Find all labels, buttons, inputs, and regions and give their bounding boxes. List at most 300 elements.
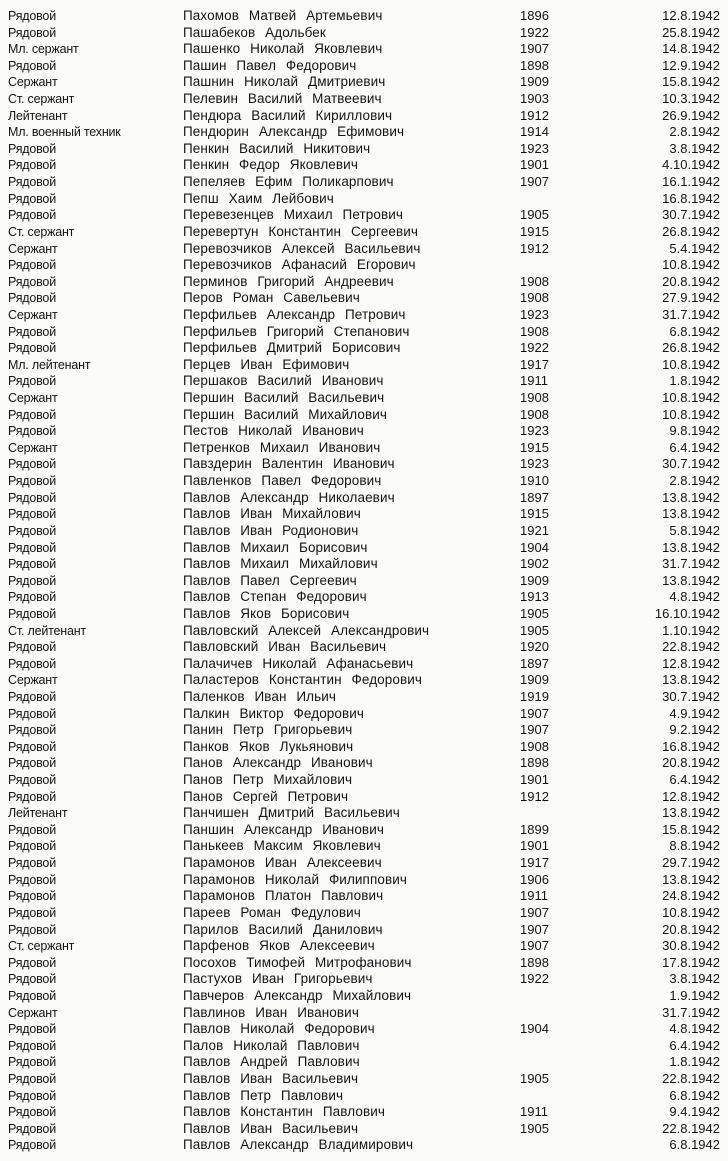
birth-year: 1921 xyxy=(520,522,549,538)
list-item xyxy=(0,456,728,473)
person-name: Павленков Павел Федорович xyxy=(183,473,382,489)
date-text: 26.8.1942 xyxy=(662,340,720,356)
birth-year: 1923 xyxy=(520,423,549,439)
list-item xyxy=(0,706,728,723)
birth-year: 1902 xyxy=(520,556,549,572)
date-text: 9.8.1942 xyxy=(669,423,720,439)
rank-text: Рядовой xyxy=(8,955,56,970)
birth-year: 1914 xyxy=(520,124,549,140)
list-item xyxy=(0,955,728,972)
date-text: 15.8.1942 xyxy=(662,821,720,837)
person-name: Першаков Василий Иванович xyxy=(183,373,384,389)
person-name: Пенкин Василий Никитович xyxy=(183,140,371,156)
birth-year: 1908 xyxy=(520,290,549,306)
rank-text: Рядовой xyxy=(8,490,56,505)
date-text: 8.8.1942 xyxy=(669,838,720,854)
date-text: 9.4.1942 xyxy=(669,1104,720,1120)
list-item xyxy=(0,855,728,872)
person-name: Перевезенцев Михаил Петрович xyxy=(183,207,404,223)
date-text: 30.7.1942 xyxy=(662,688,720,704)
rank-text: Рядовой xyxy=(8,424,56,439)
rank-text: Мл. лейтенант xyxy=(8,357,91,372)
date-text: 5.4.1942 xyxy=(669,240,720,256)
date-text: 10.8.1942 xyxy=(662,356,720,372)
date-text: 6.8.1942 xyxy=(669,323,720,339)
birth-year: 1897 xyxy=(520,489,549,505)
rank-text: Рядовой xyxy=(8,258,56,273)
rank-text: Рядовой xyxy=(8,407,56,422)
date-text: 16.8.1942 xyxy=(662,738,720,754)
person-name: Парамонов Платон Павлович xyxy=(183,888,384,904)
birth-year: 1920 xyxy=(520,639,549,655)
date-text: 1.9.1942 xyxy=(669,987,720,1003)
date-text: 5.8.1942 xyxy=(669,522,720,538)
list-item xyxy=(0,174,728,191)
list-item xyxy=(0,606,728,623)
person-name: Панов Александр Иванович xyxy=(183,755,373,771)
birth-year: 1909 xyxy=(520,74,549,90)
rank-text: Рядовой xyxy=(8,1055,56,1070)
date-text: 17.8.1942 xyxy=(662,954,720,970)
birth-year: 1899 xyxy=(520,821,549,837)
birth-year: 1908 xyxy=(520,323,549,339)
list-item xyxy=(0,573,728,590)
rank-text: Рядовой xyxy=(8,689,56,704)
date-text: 13.8.1942 xyxy=(662,805,720,821)
date-text: 22.8.1942 xyxy=(662,639,720,655)
rank-text: Рядовой xyxy=(8,9,56,23)
date-text: 22.8.1942 xyxy=(662,1071,720,1086)
rank-text: Рядовой xyxy=(8,1072,56,1086)
list-item xyxy=(0,440,728,457)
rank-text: Сержант xyxy=(8,1005,58,1020)
date-text: 2.8.1942 xyxy=(669,124,720,140)
person-name: Павлинов Иван Иванович xyxy=(183,1004,359,1020)
person-name: Панчишен Дмитрий Васильевич xyxy=(183,805,400,821)
rank-text: Рядовой xyxy=(8,58,56,73)
list-item xyxy=(0,822,728,839)
birth-year: 1911 xyxy=(520,1104,548,1120)
list-item xyxy=(0,1104,728,1121)
person-name: Павлов Андрей Павлович xyxy=(183,1054,360,1070)
birth-year: 1904 xyxy=(520,1021,549,1037)
list-item xyxy=(0,789,728,806)
date-text: 29.7.1942 xyxy=(662,855,720,871)
person-name: Павчеров Александр Михайлович xyxy=(183,987,412,1003)
list-item xyxy=(0,938,728,955)
list-item xyxy=(0,490,728,507)
rank-text: Сержант xyxy=(8,307,58,322)
date-text: 6.8.1942 xyxy=(669,1087,720,1103)
date-text: 16.8.1942 xyxy=(662,190,720,206)
birth-year: 1922 xyxy=(520,340,549,356)
date-text: 13.8.1942 xyxy=(662,672,720,688)
person-name: Пашнин Николай Дмитриевич xyxy=(183,74,386,90)
list-item xyxy=(0,540,728,557)
list-item xyxy=(0,772,728,789)
rank-text: Рядовой xyxy=(8,723,56,738)
person-name: Перфильев Дмитрий Борисович xyxy=(183,340,401,356)
list-item xyxy=(0,1054,728,1071)
date-text: 10.8.1942 xyxy=(662,390,720,406)
list-item xyxy=(0,340,728,357)
person-name: Перевертун Константин Сергеевич xyxy=(183,223,419,239)
birth-year: 1919 xyxy=(520,688,549,704)
date-text: 27.9.1942 xyxy=(662,290,720,306)
person-name: Павлов Иван Васильевич xyxy=(183,1071,359,1086)
rank-text: Рядовой xyxy=(8,739,56,754)
rank-text: Сержант xyxy=(8,391,58,406)
person-name: Павлов Александр Владимирович xyxy=(183,1137,414,1153)
rank-text: Рядовой xyxy=(8,872,56,887)
list-item xyxy=(0,58,728,75)
person-name: Павловский Алексей Александрович xyxy=(183,622,430,638)
birth-year: 1907 xyxy=(520,921,549,937)
rank-text: Рядовой xyxy=(8,606,56,621)
person-name: Пендюрин Александр Ефимович xyxy=(183,124,405,140)
birth-year: 1909 xyxy=(520,572,549,588)
person-name: Палов Николай Павлович xyxy=(183,1037,360,1053)
birth-year: 1896 xyxy=(520,8,549,23)
birth-year: 1915 xyxy=(520,439,549,455)
date-text: 10.8.1942 xyxy=(662,406,720,422)
date-text: 9.2.1942 xyxy=(669,722,720,738)
date-text: 4.8.1942 xyxy=(669,589,720,605)
person-name: Панков Яков Лукьянович xyxy=(183,738,354,754)
list-item xyxy=(0,1121,728,1138)
birth-year: 1915 xyxy=(520,223,549,239)
list-item xyxy=(0,1137,728,1154)
birth-year: 1907 xyxy=(520,41,549,57)
rank-text: Сержант xyxy=(8,75,58,90)
birth-year: 1912 xyxy=(520,240,549,256)
date-text: 20.8.1942 xyxy=(662,755,720,771)
date-text: 6.4.1942 xyxy=(669,1037,720,1053)
date-text: 31.7.1942 xyxy=(662,306,720,322)
list-item xyxy=(0,357,728,374)
rank-text: Ст. сержант xyxy=(8,939,75,954)
person-name: Перфильев Александр Петрович xyxy=(183,306,406,322)
birth-year: 1923 xyxy=(520,456,549,472)
date-text: 6.4.1942 xyxy=(669,772,720,788)
rank-text: Рядовой xyxy=(8,889,56,904)
rank-text: Лейтенант xyxy=(8,806,68,821)
list-item xyxy=(0,905,728,922)
date-text: 13.8.1942 xyxy=(662,489,720,505)
date-text: 12.9.1942 xyxy=(662,57,720,73)
date-text: 16.1.1942 xyxy=(662,174,720,190)
person-name: Першин Василий Михайлович xyxy=(183,406,388,422)
rank-text: Рядовой xyxy=(8,457,56,472)
list-item xyxy=(0,722,728,739)
date-text: 20.8.1942 xyxy=(662,273,720,289)
date-text: 30.7.1942 xyxy=(662,456,720,472)
rank-text: Рядовой xyxy=(8,341,56,356)
rank-text: Рядовой xyxy=(8,590,56,605)
person-name: Павлов Иван Васильевич xyxy=(183,1120,359,1136)
birth-year: 1907 xyxy=(520,705,549,721)
birth-year: 1898 xyxy=(520,755,549,771)
list-item xyxy=(0,224,728,241)
person-name: Паленков Иван Ильич xyxy=(183,688,337,704)
list-item xyxy=(0,407,728,424)
date-text: 6.8.1942 xyxy=(669,1137,720,1153)
rank-text: Ст. лейтенант xyxy=(8,623,86,638)
list-item xyxy=(0,805,728,822)
person-name: Панов Петр Михайлович xyxy=(183,772,353,788)
list-item xyxy=(0,971,728,988)
list-item xyxy=(0,124,728,141)
date-text: 1.8.1942 xyxy=(669,1054,720,1070)
birth-year: 1909 xyxy=(520,672,549,688)
birth-year: 1905 xyxy=(520,622,549,638)
birth-year: 1903 xyxy=(520,91,549,107)
rank-text: Рядовой xyxy=(8,706,56,721)
rank-text: Рядовой xyxy=(8,1105,56,1120)
list-item xyxy=(0,307,728,324)
list-item xyxy=(0,523,728,540)
date-text: 6.4.1942 xyxy=(669,439,720,455)
date-text: 31.7.1942 xyxy=(662,1004,720,1020)
date-text: 26.8.1942 xyxy=(662,223,720,239)
rank-text: Рядовой xyxy=(8,773,56,788)
list-item xyxy=(0,1038,728,1055)
date-text: 26.9.1942 xyxy=(662,107,720,123)
rank-text: Рядовой xyxy=(8,175,56,190)
birth-year: 1913 xyxy=(520,589,549,605)
list-item xyxy=(0,74,728,91)
birth-year: 1923 xyxy=(520,140,549,156)
date-text: 10.3.1942 xyxy=(662,91,720,107)
person-name: Палкин Виктор Федорович xyxy=(183,705,365,721)
birth-year: 1905 xyxy=(520,605,549,621)
person-name: Парамонов Иван Алексеевич xyxy=(183,855,382,871)
person-name: Панин Петр Григорьевич xyxy=(183,722,353,738)
list-item xyxy=(0,8,728,25)
date-text: 24.8.1942 xyxy=(662,888,720,904)
person-name: Панов Сергей Петрович xyxy=(183,788,349,804)
birth-year: 1923 xyxy=(520,306,549,322)
rank-text: Рядовой xyxy=(8,1121,56,1136)
list-item xyxy=(0,157,728,174)
rank-text: Рядовой xyxy=(8,191,56,206)
birth-year: 1897 xyxy=(520,655,549,671)
list-item xyxy=(0,390,728,407)
birth-year: 1912 xyxy=(520,788,549,804)
list-item xyxy=(0,473,728,490)
list-item xyxy=(0,672,728,689)
rank-text: Рядовой xyxy=(8,507,56,522)
date-text: 3.8.1942 xyxy=(669,971,720,987)
list-item xyxy=(0,25,728,42)
rank-text: Рядовой xyxy=(8,158,56,173)
list-item xyxy=(0,872,728,889)
date-text: 20.8.1942 xyxy=(662,921,720,937)
date-text: 3.8.1942 xyxy=(669,140,720,156)
list-item xyxy=(0,191,728,208)
birth-year: 1907 xyxy=(520,174,549,190)
list-item xyxy=(0,108,728,125)
person-name: Павлов Михаил Михайлович xyxy=(183,556,378,572)
person-name: Павлов Петр Павлович xyxy=(183,1087,344,1103)
rank-text: Рядовой xyxy=(8,1038,56,1053)
person-name: Павлов Иван Родионович xyxy=(183,522,359,538)
date-text: 13.8.1942 xyxy=(662,871,720,887)
person-name: Паластеров Константин Федорович xyxy=(183,672,423,688)
person-name: Перевозчиков Алексей Васильевич xyxy=(183,240,421,256)
person-name: Перов Роман Савельевич xyxy=(183,290,360,306)
rank-text: Рядовой xyxy=(8,988,56,1003)
birth-year: 1912 xyxy=(520,107,549,123)
rank-text: Рядовой xyxy=(8,756,56,771)
person-name: Павлов Яков Борисович xyxy=(183,605,350,621)
rank-text: Рядовой xyxy=(8,822,56,837)
date-text: 10.8.1942 xyxy=(662,904,720,920)
birth-year: 1905 xyxy=(520,1120,549,1136)
birth-year: 1922 xyxy=(520,971,549,987)
person-name: Парилов Василий Данилович xyxy=(183,921,383,937)
date-text: 1.10.1942 xyxy=(662,622,720,638)
list-item xyxy=(0,988,728,1005)
person-name: Перминов Григорий Андреевич xyxy=(183,273,394,289)
person-name: Пепш Хаим Лейбович xyxy=(183,190,334,206)
rank-text: Рядовой xyxy=(8,274,56,289)
date-text: 12.8.1942 xyxy=(662,788,720,804)
list-item xyxy=(0,739,728,756)
rank-text: Рядовой xyxy=(8,474,56,489)
birth-year: 1901 xyxy=(520,772,549,788)
rank-text: Мл. военный техник xyxy=(8,125,121,140)
list-item xyxy=(0,324,728,341)
list-item xyxy=(0,423,728,440)
birth-year: 1901 xyxy=(520,838,549,854)
person-name: Павлов Иван Михайлович xyxy=(183,506,361,522)
list-item xyxy=(0,91,728,108)
birth-year: 1908 xyxy=(520,273,549,289)
rank-text: Ст. сержант xyxy=(8,224,75,239)
person-name: Павздерин Валентин Иванович xyxy=(183,456,395,472)
list-item xyxy=(0,290,728,307)
list-item xyxy=(0,373,728,390)
rank-text: Рядовой xyxy=(8,324,56,339)
person-name: Пендюра Василий Кириллович xyxy=(183,107,393,123)
person-name: Пареев Роман Федулович xyxy=(183,904,361,920)
birth-year: 1907 xyxy=(520,904,549,920)
rank-text: Рядовой xyxy=(8,141,56,156)
list-item xyxy=(0,241,728,258)
person-name: Павлов Степан Федорович xyxy=(183,589,367,605)
birth-year: 1911 xyxy=(520,373,548,389)
rank-text: Сержант xyxy=(8,440,58,455)
person-name: Пашенко Николай Яковлевич xyxy=(183,41,383,57)
date-text: 12.8.1942 xyxy=(662,8,720,23)
person-name: Перфильев Григорий Степанович xyxy=(183,323,410,339)
birth-year: 1901 xyxy=(520,157,549,173)
list-item xyxy=(0,41,728,58)
list-item xyxy=(0,755,728,772)
list-item xyxy=(0,639,728,656)
date-text: 12.8.1942 xyxy=(662,655,720,671)
birth-year: 1908 xyxy=(520,406,549,422)
person-name: Павлов Александр Николаевич xyxy=(183,489,395,505)
list-item xyxy=(0,589,728,606)
date-text: 4.10.1942 xyxy=(662,157,720,173)
person-name: Пепеляев Ефим Поликарпович xyxy=(183,174,394,190)
list-item xyxy=(0,207,728,224)
person-name: Пастухов Иван Григорьевич xyxy=(183,971,373,987)
birth-year: 1906 xyxy=(520,871,549,887)
person-name: Паншин Александр Иванович xyxy=(183,821,384,837)
list-item xyxy=(0,623,728,640)
rank-text: Рядовой xyxy=(8,291,56,306)
list-item xyxy=(0,274,728,291)
rank-text: Ст. сержант xyxy=(8,92,75,107)
date-text: 1.8.1942 xyxy=(669,373,720,389)
rank-text: Рядовой xyxy=(8,839,56,854)
person-name: Пенкин Федор Яковлевич xyxy=(183,157,358,173)
list-item xyxy=(0,656,728,673)
person-name: Парамонов Николай Филиппович xyxy=(183,871,408,887)
list-item xyxy=(0,1005,728,1022)
rank-text: Рядовой xyxy=(8,1138,56,1153)
date-text: 15.8.1942 xyxy=(662,74,720,90)
rank-text: Рядовой xyxy=(8,1022,56,1037)
list-item xyxy=(0,141,728,158)
date-text: 14.8.1942 xyxy=(662,41,720,57)
person-name: Парфенов Яков Алексеевич xyxy=(183,938,375,954)
list-item xyxy=(0,506,728,523)
rank-text: Рядовой xyxy=(8,523,56,538)
rank-text: Рядовой xyxy=(8,1088,56,1103)
person-name: Пахомов Матвей Артемьевич xyxy=(183,8,383,23)
rank-text: Рядовой xyxy=(8,789,56,804)
person-name: Пашабеков Адольбек xyxy=(183,24,326,40)
rank-text: Рядовой xyxy=(8,905,56,920)
birth-year: 1922 xyxy=(520,24,549,40)
person-name: Пашин Павел Федорович xyxy=(183,57,357,73)
rank-text: Рядовой xyxy=(8,374,56,389)
rank-text: Сержант xyxy=(8,673,58,688)
person-name: Пелевин Василий Матвеевич xyxy=(183,91,382,107)
date-text: 13.8.1942 xyxy=(662,506,720,522)
date-text: 30.8.1942 xyxy=(662,938,720,954)
list-item xyxy=(0,556,728,573)
person-name: Павловский Иван Васильевич xyxy=(183,639,387,655)
rank-text: Сержант xyxy=(8,241,58,256)
list-item xyxy=(0,1021,728,1038)
birth-year: 1905 xyxy=(520,207,549,223)
rank-text: Лейтенант xyxy=(8,108,68,123)
date-text: 22.8.1942 xyxy=(662,1120,720,1136)
list-item xyxy=(0,922,728,939)
person-name: Першин Василий Васильевич xyxy=(183,390,385,406)
birth-year: 1915 xyxy=(520,506,549,522)
rank-text: Рядовой xyxy=(8,922,56,937)
rank-text: Рядовой xyxy=(8,25,56,40)
birth-year: 1898 xyxy=(520,954,549,970)
birth-year: 1917 xyxy=(520,356,549,372)
birth-year: 1917 xyxy=(520,855,549,871)
rank-text: Рядовой xyxy=(8,208,56,223)
birth-year: 1907 xyxy=(520,722,549,738)
person-name: Павлов Павел Сергеевич xyxy=(183,572,357,588)
date-text: 25.8.1942 xyxy=(662,24,720,40)
birth-year: 1908 xyxy=(520,390,549,406)
birth-year: 1908 xyxy=(520,738,549,754)
person-name: Палачичев Николай Афанасьевич xyxy=(183,655,414,671)
list-item xyxy=(0,1088,728,1105)
date-text: 2.8.1942 xyxy=(669,473,720,489)
